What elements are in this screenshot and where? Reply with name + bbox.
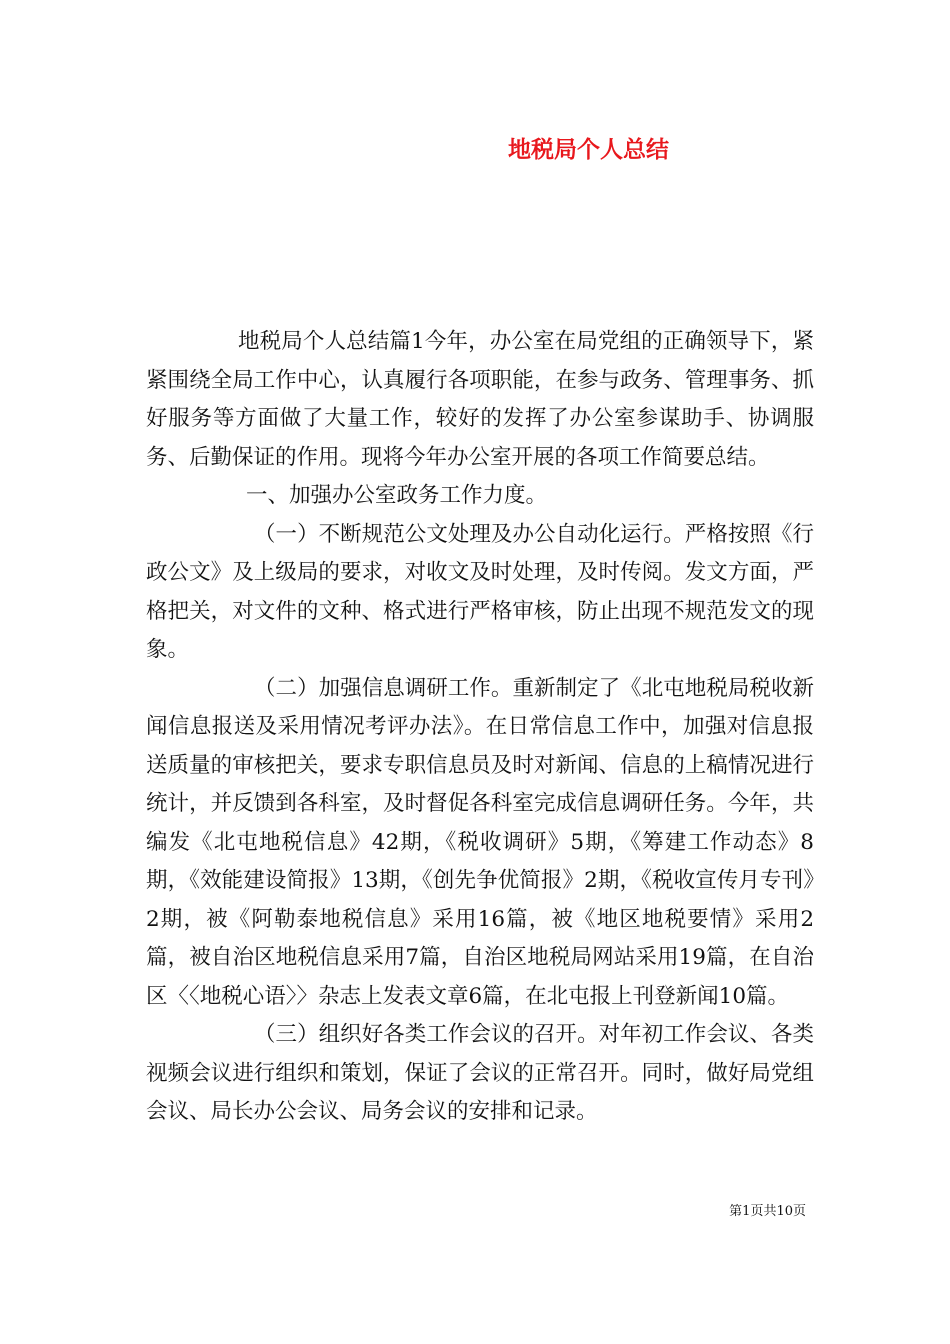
section-heading-1: 一、加强办公室政务工作力度。 — [246, 483, 548, 508]
paragraph-item-3: （三）组织好各类工作会议的召开。对年初工作会议、各类视频会议进行组织和策划，保证了会议的正常召开。同时，做好局党组会议、局长办公会议、局务会议的安排和记录。 — [146, 1022, 814, 1124]
paragraph-intro: 地税局个人总结篇1今年，办公室在局党组的正确领导下，紧紧围绕全局工作中心，认真履行各项职能，在参与政务、管理事务、抓好服务等方面做了大量工作，较好的发挥了办公室参谋助手、协调服务、后勤保证的作用。现将今年办公室开展的各项工作简要总结。 — [146, 329, 814, 470]
document-body — [146, 323, 814, 1132]
paragraph-item-2: （二）加强信息调研工作。重新制定了《北屯地税局税收新闻信息报送及采用情况考评办法》。在日常信息工作中，加强对信息报送质量的审核把关，要求专职信息员及时对新闻、信息的上稿情况进行统计，并反馈到各科室，及时督促各科室完成信息调研任务。今年，共编发《北屯地税信息》42期，《税收调研》5期，《筹建工作动态》8期，《效能建设简报》13期，《创先争优简报》2期，《税收宣传月专刊》2期，被《阿勒泰地税信息》采用16篇，被《地区地税要情》采用2篇，被自治区地税信息采用7篇，自治区地税局网站采用19篇，在自治区〈〈地税心语〉〉杂志上发表文章6篇，在北屯报上刊登新闻10篇。 — [146, 675, 814, 1009]
paragraph-item-1: （一）不断规范公文处理及办公自动化运行。严格按照《行政公文》及上级局的要求，对收文及时处理，及时传阅。发文方面，严格把关，对文件的文种、格式进行严格审核，防止出现不规范发文的现象。 — [146, 521, 814, 662]
page-number: 第1页共10页 — [729, 1204, 806, 1219]
document-title: 地税局个人总结 — [508, 136, 669, 163]
